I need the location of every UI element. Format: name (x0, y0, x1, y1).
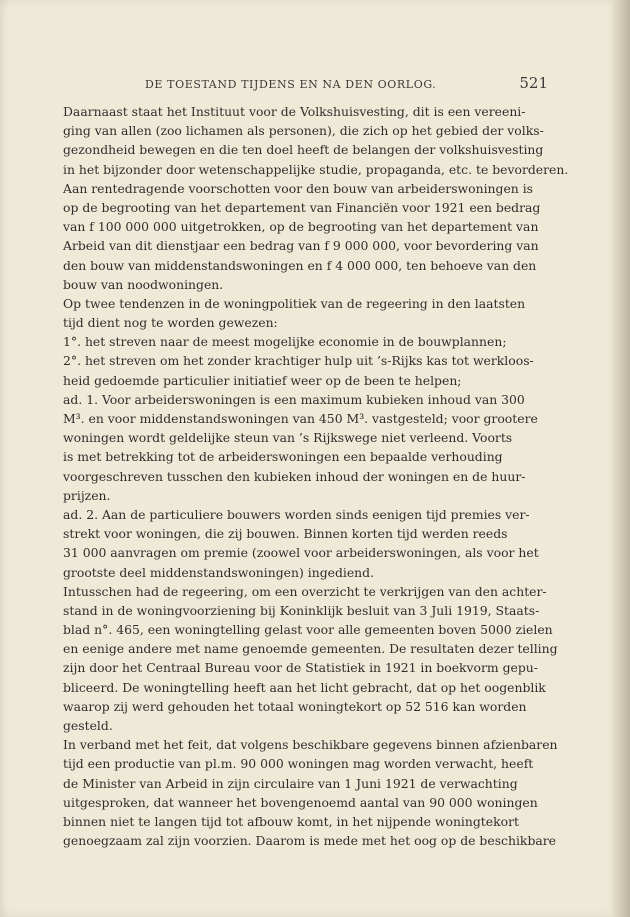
text-line: bouw van noodwoningen. (63, 276, 224, 292)
text-line: zijn door het Centraal Bureau voor de Statistiek in 1921 in boekvorm gepu- (63, 660, 538, 676)
text-line: heid gedoemde particulier initiatief weer op de been te helpen; (63, 372, 462, 388)
text-line: uitgesproken, dat wanneer het bovengenoemd aantal van 90 000 woningen (63, 794, 538, 810)
text-line: op de begrooting van het departement van Financiën voor 1921 een bedrag (63, 199, 541, 215)
body-text (63, 102, 569, 850)
text-line: in het bijzonder door wetenschappelijke studie, propaganda, etc. te bevorderen. (63, 161, 569, 177)
running-title: DE TOESTAND TIJDENS EN NA DEN OORLOG. (145, 78, 437, 91)
text-line: Intusschen had de regeering, om een overzicht te verkrijgen van den achter- (63, 583, 547, 599)
text-line: M³. en voor middenstandswoningen van 450 M³. vastgesteld; voor grootere (63, 411, 538, 426)
text-line: tijd dient nog te worden gewezen: (63, 315, 278, 331)
text-line: waarop zij werd gehouden het totaal woningtekort op 52 516 kan worden (63, 698, 527, 714)
text-line: Daarnaast staat het Instituut voor de Volkshuisvesting, dit is een vereeni- (63, 104, 526, 119)
text-line: van f 100 000 000 uitgetrokken, op de begrooting van het departement van (63, 219, 539, 235)
text-line: 2°. het streven om het zonder krachtiger hulp uit ’s-Rijks kas tot werkloos- (63, 353, 534, 369)
text-line: ad. 2. Aan de particuliere bouwers worden sinds eenigen tijd premies ver- (63, 506, 530, 522)
text-line: en eenige andere met name genoemde gemeenten. De resultaten dezer telling (63, 641, 558, 657)
text-line: grootste deel middenstandswoningen) ingediend. (63, 564, 375, 580)
text-line: gezondheid bewegen en die ten doel heeft de belangen der volkshuisvesting (63, 142, 544, 158)
text-line: Arbeid van dit dienstjaar een bedrag van f 9 000 000, voor bevordering van (63, 238, 539, 254)
text-line: tijd een productie van pl.m. 90 000 woningen mag worden verwacht, heeft (63, 756, 534, 772)
text-line: bliceerd. De woningtelling heeft aan het licht gebracht, dat op het oogenblik (63, 679, 546, 695)
text-line: den bouw van middenstandswoningen en f 4 000 000, ten behoeve van den (63, 257, 537, 273)
text-line: In verband met het feit, dat volgens beschikbare gegevens binnen afzienbaren (63, 737, 558, 753)
text-line: Op twee tendenzen in de woningpolitiek van de regeering in den laatsten (63, 295, 526, 311)
text-line: gesteld. (63, 718, 113, 733)
page-number: 521 (519, 74, 548, 92)
text-line: ging van allen (zoo lichamen als personen), die zich op het gebied der volks- (63, 123, 544, 139)
text-line: 31 000 aanvragen om premie (zoowel voor arbeiderswoningen, als voor het (63, 545, 539, 561)
text-line: Aan rentedragende voorschotten voor den bouw van arbeiderswoningen is (63, 180, 534, 196)
text-line: woningen wordt geldelijke steun van ’s Rijkswege niet verleend. Voorts (63, 430, 513, 446)
text-line: binnen niet te langen tijd tot afbouw komt, in het nijpende woningtekort (63, 813, 519, 829)
text-line: strekt voor woningen, die zij bouwen. Binnen korten tijd werden reeds (63, 526, 508, 542)
text-line: de Minister van Arbeid in zijn circulaire van 1 Juni 1921 de verwachting (63, 775, 518, 791)
text-line: voorgeschreven tusschen den kubieken inhoud der woningen en de huur- (63, 468, 526, 484)
page-gutter-shadow (612, 0, 630, 917)
text-line: prijzen. (63, 487, 111, 503)
text-line: ad. 1. Voor arbeiderswoningen is een maximum kubieken inhoud van 300 (63, 391, 525, 407)
text-line: is met betrekking tot de arbeiderswoningen een bepaalde verhouding (63, 449, 503, 465)
text-line: stand in de woningvoorziening bij Koninklijk besluit van 3 Juli 1919, Staats- (63, 602, 540, 618)
text-line: 1°. het streven naar de meest mogelijke economie in de bouwplannen; (63, 334, 507, 350)
text-line: genoegzaam zal zijn voorzien. Daarom is mede met het oog op de beschikbare (63, 833, 557, 849)
running-header (63, 74, 600, 94)
text-line: blad n°. 465, een woningtelling gelast voor alle gemeenten boven 5000 zielen (63, 622, 553, 638)
